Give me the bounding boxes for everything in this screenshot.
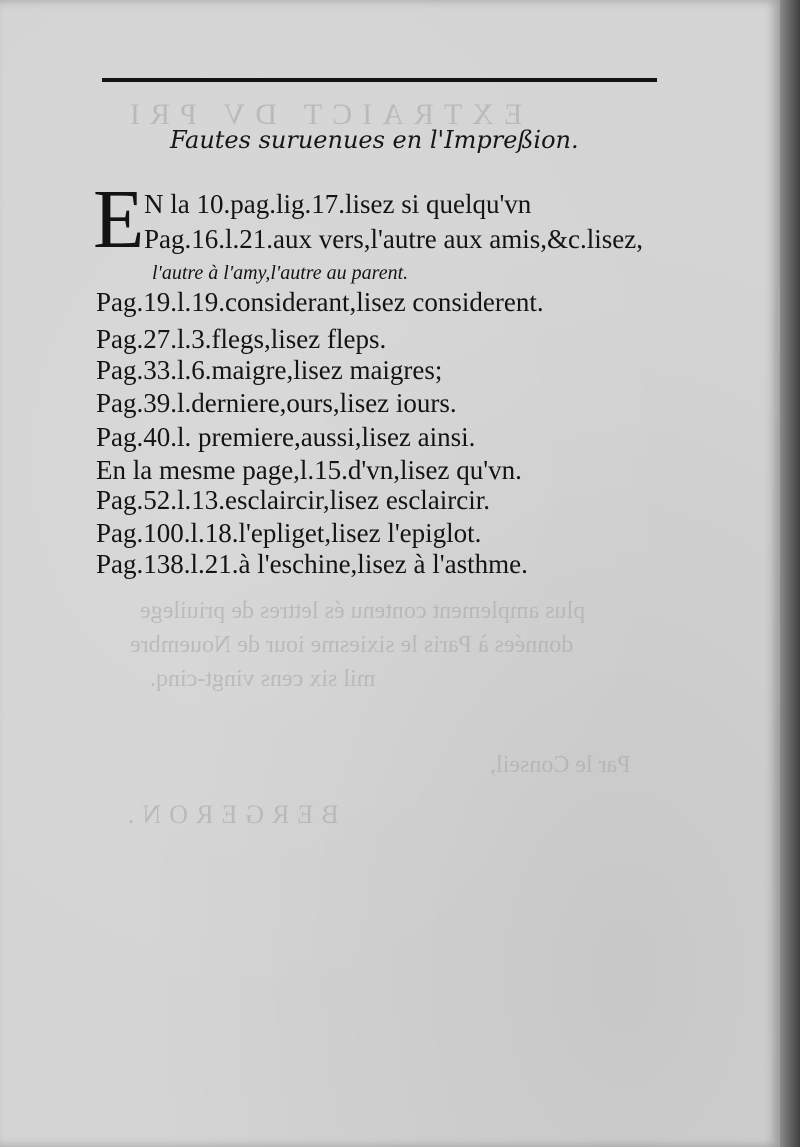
bleed-through-line: données à Paris le sixiesme iour de Nouembre <box>130 632 574 658</box>
errata-line: Pag.33.l.6.maigre,lisez maigres; <box>96 355 443 385</box>
errata-line: Pag.19.l.19.considerant,lisez considerent. <box>96 287 544 317</box>
errata-line: Pag.138.l.21.à l'eschine,lisez à l'asthme. <box>96 549 528 579</box>
header-rule <box>102 78 657 82</box>
errata-line: l'autre à l'amy,l'autre au parent. <box>152 262 409 284</box>
bleed-through-signature: BERGERON. <box>120 800 339 829</box>
book-gutter <box>780 0 800 1147</box>
errata-line: Pag.40.l. premiere,aussi,lisez ainsi. <box>96 422 476 452</box>
drop-cap: E <box>93 173 145 266</box>
bleed-through-heading: EXTRAICT DV PRI <box>120 98 523 131</box>
errata-line: Pag.27.l.3.flegs,lisez fleps. <box>96 324 387 354</box>
errata-line: N la 10.pag.lig.17.lisez si quelqu'vn <box>144 189 532 219</box>
errata-title: Fautes suruenues en l'Impreßion. <box>170 126 579 154</box>
bleed-through-line: Par le Conseil, <box>490 752 631 778</box>
errata-line: Pag.52.l.13.esclaircir,lisez esclaircir. <box>96 485 491 515</box>
errata-line: Pag.16.l.21.aux vers,l'autre aux amis,&c.lisez, <box>144 224 643 254</box>
errata-line: Pag.39.l.derniere,ours,lisez iours. <box>96 388 457 418</box>
bleed-through-line: mil six cens vingt-cinq. <box>150 666 376 692</box>
bleed-through-line: plus amplement contenu és lettres de priuilege <box>140 598 586 624</box>
errata-line: Pag.100.l.18.l'epliget,lisez l'epiglot. <box>96 518 482 548</box>
errata-line: En la mesme page,l.15.d'vn,lisez qu'vn. <box>96 455 522 485</box>
